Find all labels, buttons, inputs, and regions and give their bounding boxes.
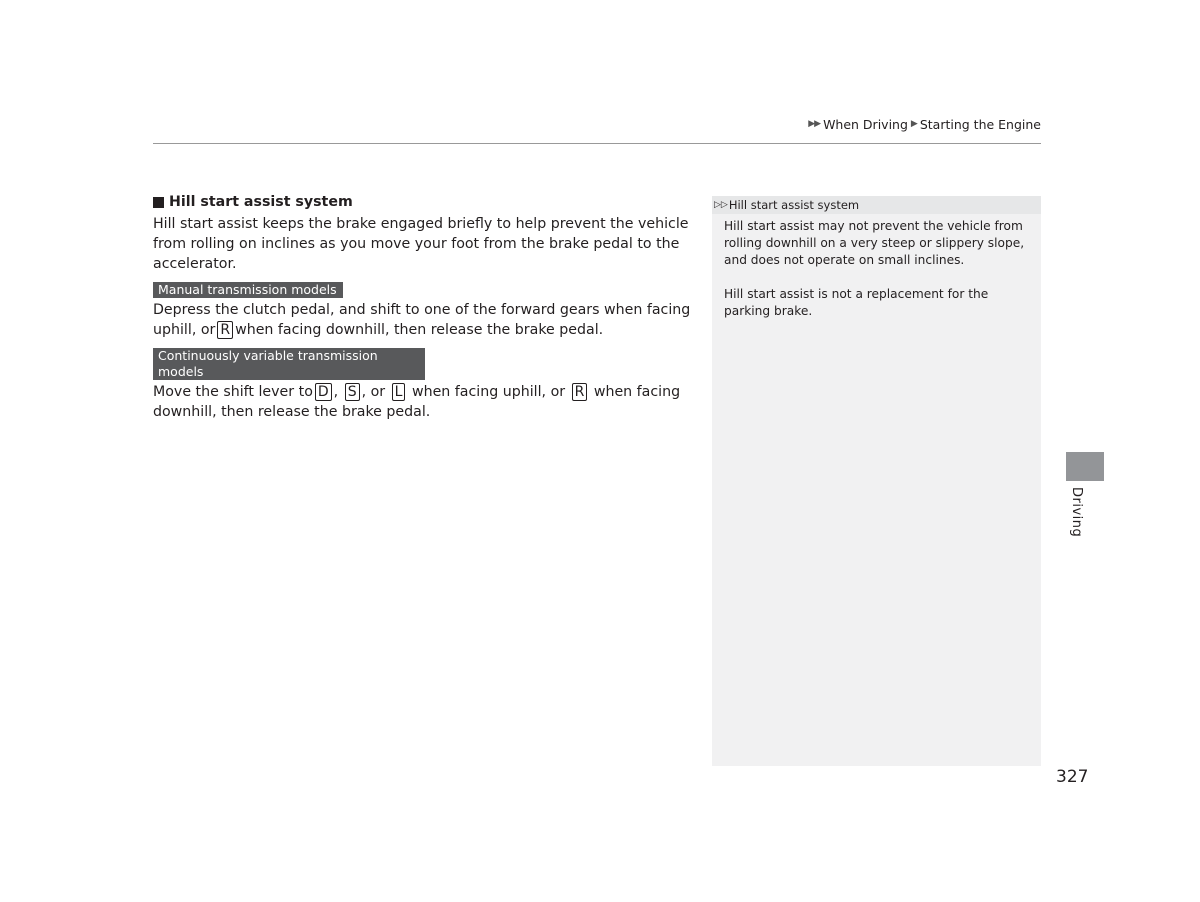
manual-text-1: Depress the clutch pedal, and shift to one of the forward gears when facing uphill, — [153, 302, 691, 338]
square-bullet-icon — [153, 197, 164, 208]
sidebar-note — [712, 196, 1041, 766]
cvt-text-2: when facing uphill, or — [411, 384, 566, 400]
sidebar-note-1: Hill start assist may not prevent the vehicle from rolling downhill on a very steep or slippery slope, and does not operate on small inclines. — [724, 219, 1025, 267]
section-tab-label: Driving — [1069, 487, 1084, 538]
reference-icon: ▷▷ — [714, 200, 728, 210]
breadcrumb-page[interactable]: Starting the Engine — [919, 117, 1041, 132]
cvt-text-1: Move the shift lever to — [153, 384, 313, 400]
intro-paragraph: Hill start assist keeps the brake engaged briefly to help prevent the vehicle from rolling on inclines as you move your foot from the brake pedal to the accelerator. — [153, 216, 689, 272]
double-arrow-icon: ▶▶ — [808, 119, 821, 129]
breadcrumb-section[interactable]: When Driving — [823, 117, 908, 132]
header-divider — [153, 143, 1041, 144]
section-tab-marker — [1066, 452, 1104, 481]
cvt-sep-1: , — [333, 384, 339, 400]
gear-l-key: L — [392, 383, 406, 401]
section-heading-text: Hill start assist system — [169, 194, 353, 210]
sidebar-note-2: Hill start assist is not a replacement for the parking brake. — [724, 287, 989, 318]
manual-instructions — [153, 300, 698, 340]
section-heading — [153, 193, 698, 211]
gear-r-key: R — [217, 321, 233, 339]
cvt-instructions — [153, 382, 698, 422]
cvt-tag: Continuously variable transmission models — [153, 348, 425, 380]
cvt-text-3: when facing downhill, then release the brake pedal. — [153, 384, 681, 420]
manual-text-2: or — [200, 322, 216, 338]
gear-s-key: S — [345, 383, 360, 401]
manual-text-3: when facing downhill, then release the brake pedal. — [235, 322, 604, 338]
sidebar-title-text: Hill start assist system — [728, 198, 860, 212]
gear-r-key-cvt: R — [572, 383, 588, 401]
manual-transmission-tag: Manual transmission models — [153, 282, 343, 298]
page-number: 327 — [1056, 767, 1089, 787]
gear-d-key: D — [315, 383, 332, 401]
arrow-icon: ▶ — [910, 119, 918, 129]
sidebar-body — [712, 214, 1041, 320]
cvt-sep-2: , or — [361, 384, 386, 400]
sidebar-title — [712, 196, 1041, 214]
breadcrumb — [808, 117, 1041, 132]
main-content — [153, 193, 698, 422]
